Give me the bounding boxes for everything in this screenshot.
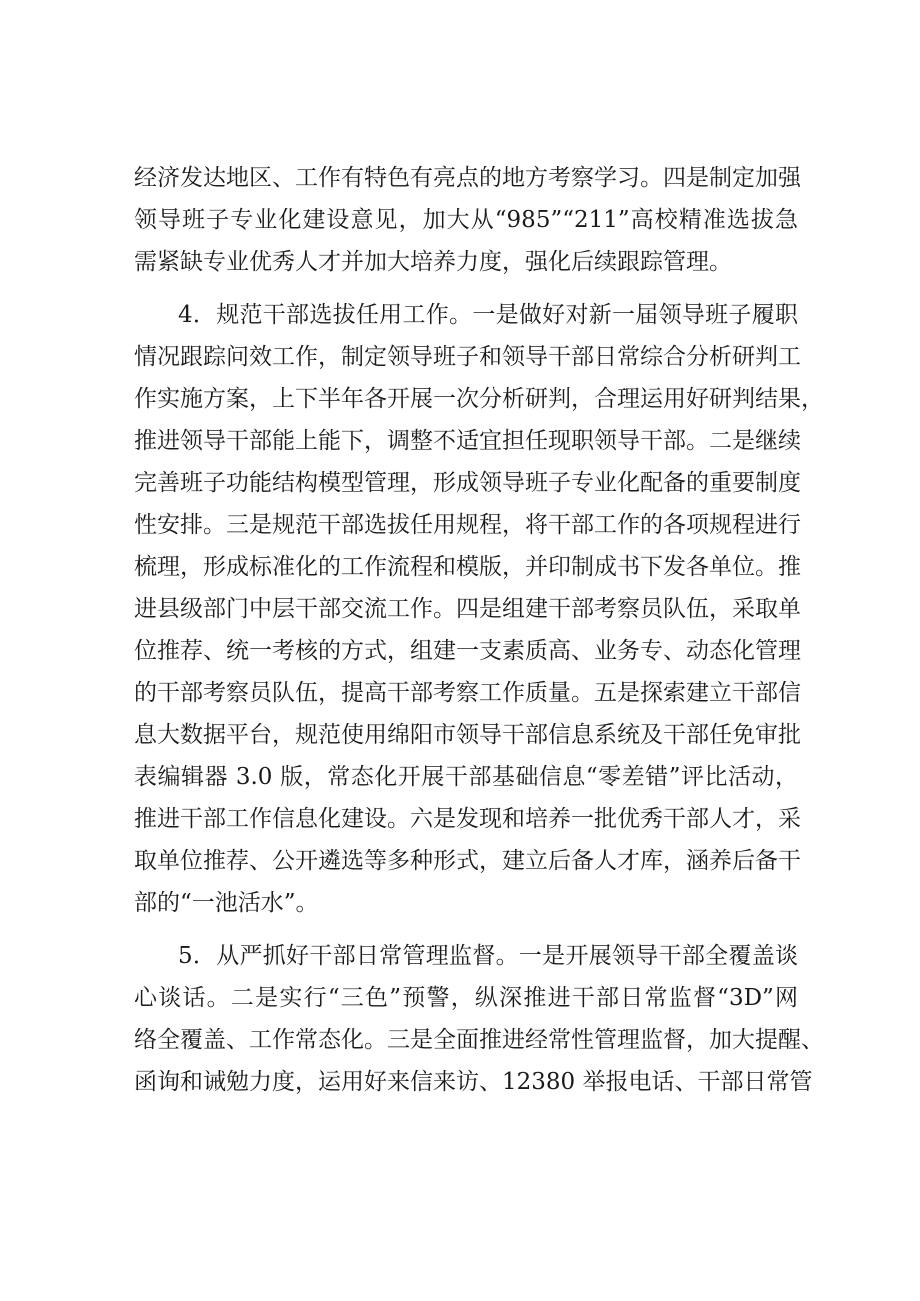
text-line: 进县级部门中层干部交流工作。四是组建干部考察员队伍，采取单: [134, 596, 801, 622]
text-line: 性安排。三是规范干部选拔任用规程，将干部工作的各项规程进行: [134, 512, 801, 538]
text-line: 位推荐、统一考核的方式，组建一支素质高、业务专、动态化管理: [134, 638, 801, 664]
text-line: 推进干部工作信息化建设。六是发现和培养一批优秀干部人才，采: [134, 806, 801, 832]
text-line: 作实施方案，上下半年各开展一次分析研判，合理运用好研判结果，: [134, 386, 824, 412]
text-line: 息大数据平台，规范使用绵阳市领导干部信息系统及干部任免审批: [134, 722, 801, 748]
text-line: 情况跟踪问效工作，制定领导班子和领导干部日常综合分析研判工: [134, 344, 801, 370]
text-line: 表编辑器 3.0 版，常态化开展干部基础信息“零差错”评比活动，: [134, 764, 798, 790]
text-line: 5．从严抓好干部日常管理监督。一是开展领导干部全覆盖谈: [178, 943, 798, 969]
text-line: 完善班子功能结构模型管理，形成领导班子专业化配备的重要制度: [134, 470, 801, 496]
text-line: 经济发达地区、工作有特色有亮点的地方考察学习。四是制定加强: [134, 165, 801, 191]
text-line: 的干部考察员队伍，提高干部考察工作质量。五是探索建立干部信: [134, 680, 801, 706]
text-line: 4．规范干部选拔任用工作。一是做好对新一届领导班子履职: [178, 302, 798, 328]
text-line: 领导班子专业化建设意见，加大从“985”“211”高校精准选拔急: [134, 207, 798, 233]
text-line: 心谈话。二是实行“三色”预警，纵深推进干部日常监督“3D”网: [134, 985, 798, 1011]
text-line: 部的“一池活水”。: [134, 890, 319, 916]
text-line: 需紧缺专业优秀人才并加大培养力度，强化后续跟踪管理。: [134, 249, 732, 275]
text-line: 推进领导干部能上能下，调整不适宜担任现职领导干部。二是继续: [134, 428, 801, 454]
text-line: 梳理，形成标准化的工作流程和模版，并印制成书下发各单位。推: [134, 554, 801, 580]
text-line: 络全覆盖、工作常态化。三是全面推进经常性管理监督，加大提醒、: [134, 1027, 824, 1053]
text-line: 函询和诫勉力度，运用好来信来访、12380 举报电话、干部日常管: [134, 1069, 813, 1095]
text-line: 取单位推荐、公开遴选等多种形式，建立后备人才库，涵养后备干: [134, 848, 801, 874]
